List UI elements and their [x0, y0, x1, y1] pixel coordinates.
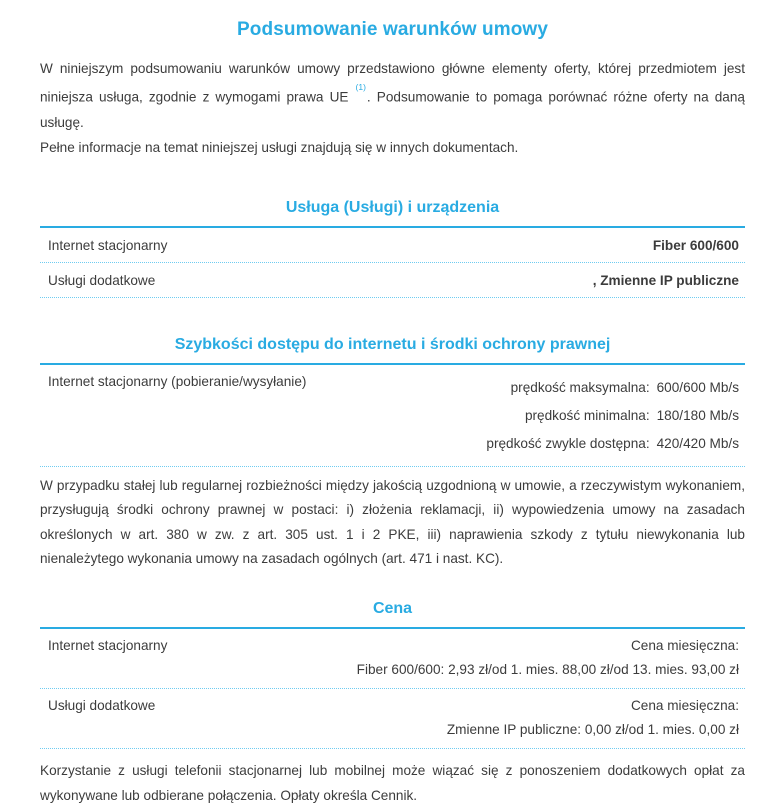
speed-label: prędkość minimalna:	[524, 407, 650, 423]
row-label: Internet stacjonarny	[48, 637, 168, 653]
intro-text-line2: Pełne informacje na temat niniejszej usługi znajdują się w innych dokumentach.	[40, 139, 519, 155]
speed-value: 420/420 Mb/s	[656, 435, 739, 451]
price-row-header	[48, 638, 739, 653]
row-value: Cena miesięczna:	[630, 697, 739, 713]
table-row	[40, 689, 745, 749]
section-internet-speeds	[40, 336, 745, 572]
table-row	[40, 263, 745, 298]
intro-text-part1: W niniejszym podsumowaniu warunków umowy przedstawiono główne elementy oferty, której przedmiotem jest niniejsza usługa, zgodnie z wymogami prawa UE	[40, 61, 745, 105]
section-price	[40, 600, 745, 808]
footnote-ref-1: (1)	[355, 82, 366, 92]
row-label: Usługi dodatkowe	[48, 697, 156, 713]
speed-line-min	[486, 402, 739, 430]
section-heading-services: Usługa (Usługi) i urządzenia	[285, 198, 500, 216]
row-label: Internet stacjonarny (pobieranie/wysyłanie)	[48, 373, 307, 389]
speed-line-usual	[486, 430, 739, 458]
table-row	[40, 365, 745, 467]
speed-label: prędkość zwykle dostępna:	[486, 435, 650, 451]
speed-line-max	[486, 374, 739, 402]
price-row-header	[48, 698, 739, 713]
price-detail: Zmienne IP publiczne: 0,00 zł/od 1. mies. 0,00 zł	[446, 721, 739, 737]
legal-remedies-paragraph: W przypadku stałej lub regularnej rozbieżności między jakością uzgodnioną w umowie, a rzeczywistym wykonaniem, przysługują środki ochrony prawnej w postaci: i) złożenia reklamacji, ii) wypowiedzenia umowy na zasadach określonych w art. 380 w zw. z art. 305 ust. 1 i 2 PKE, iii) naprawienia szkody z tytułu niewykonania lub nienależytego wykonania umowy na zasadach ogólnych (art. 471 i nast. KC).	[40, 477, 745, 567]
section-heading-price: Cena	[372, 599, 413, 617]
speed-value: 180/180 Mb/s	[656, 407, 739, 423]
page-title: Podsumowanie warunków umowy	[237, 19, 548, 40]
intro-text-part2: . Podsumowanie to pomaga porównać różne oferty na daną usługę.	[40, 89, 745, 130]
row-value: Cena miesięczna:	[630, 637, 739, 653]
table-row	[40, 629, 745, 689]
speed-label: prędkość maksymalna:	[510, 379, 650, 395]
row-value: , Zmienne IP publiczne	[592, 272, 739, 288]
speed-value: 600/600 Mb/s	[656, 379, 739, 395]
section-services-and-devices	[40, 199, 745, 298]
price-detail: Fiber 600/600: 2,93 zł/od 1. mies. 88,00 zł/od 13. mies. 93,00 zł	[356, 661, 739, 677]
row-label: Usługi dodatkowe	[48, 272, 156, 288]
row-label: Internet stacjonarny	[48, 237, 168, 253]
intro-paragraph	[40, 56, 745, 160]
section-heading-speeds: Szybkości dostępu do internetu i środki ochrony prawnej	[174, 335, 611, 353]
row-value: Fiber 600/600	[652, 237, 739, 253]
table-row	[40, 228, 745, 263]
speed-values-block	[486, 374, 739, 458]
telephony-fees-paragraph: Korzystanie z usługi telefonii stacjonarnej lub mobilnej może wiązać się z ponoszeniem dodatkowych opłat za wykonywane lub odbierane połączenia. Opłaty określa Cennik.	[40, 762, 745, 803]
